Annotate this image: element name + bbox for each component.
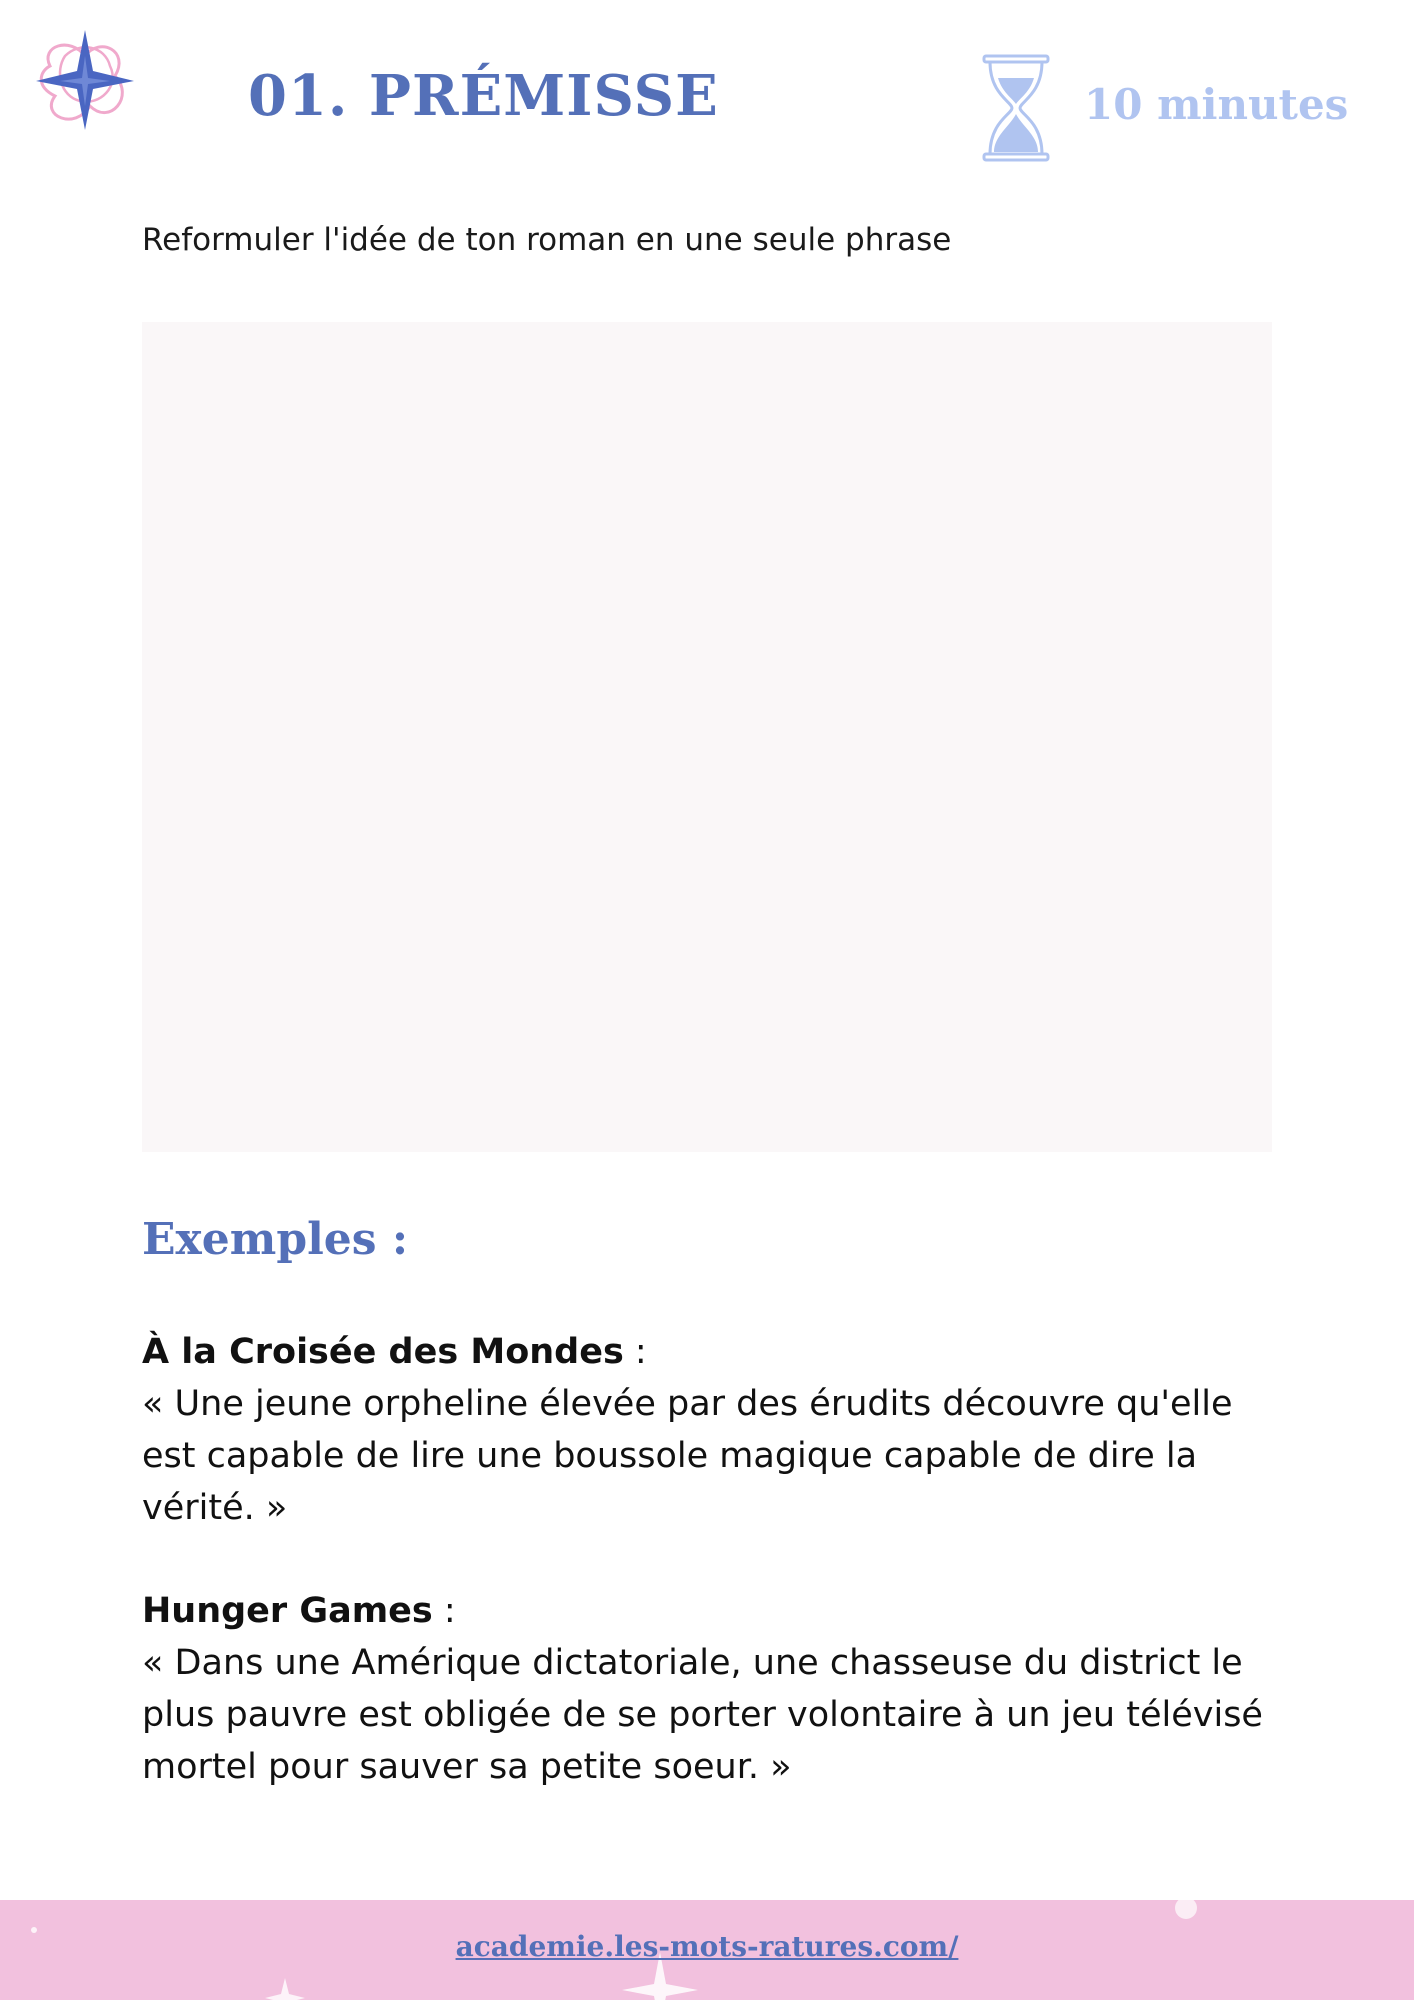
example-text: « Une jeune orpheline élevée par des érudits découvre qu'elle est capable de lire une boussole magique capable de dire la vérité. » <box>142 1384 1233 1528</box>
answer-textarea[interactable] <box>142 322 1272 1152</box>
footer <box>0 1900 1414 2000</box>
page-title: 01. PRÉMISSE <box>248 63 719 129</box>
duration-label: 10 minutes <box>1084 80 1349 129</box>
website-link[interactable]: academie.les-mots-ratures.com/ <box>455 1930 959 1963</box>
example-title-line <box>142 1326 1282 1378</box>
example-text: « Dans une Amérique dictatoriale, une chasseuse du district le plus pauvre est obligée de se porter volontaire à un jeu télévisé mortel pour sauver sa petite soeur. » <box>142 1643 1263 1787</box>
hourglass-icon <box>980 54 1052 162</box>
compass-star-icon <box>30 26 140 136</box>
example-item <box>142 1585 1282 1793</box>
example-item <box>142 1326 1282 1534</box>
example-title: À la Croisée des Mondes <box>142 1332 624 1372</box>
example-title-line <box>142 1585 1282 1637</box>
instruction-text: Reformuler l'idée de ton roman en une seule phrase <box>142 222 952 258</box>
example-separator: : <box>432 1591 456 1631</box>
examples-heading: Exemples : <box>142 1214 409 1265</box>
example-title: Hunger Games <box>142 1591 433 1631</box>
example-separator: : <box>623 1332 647 1372</box>
